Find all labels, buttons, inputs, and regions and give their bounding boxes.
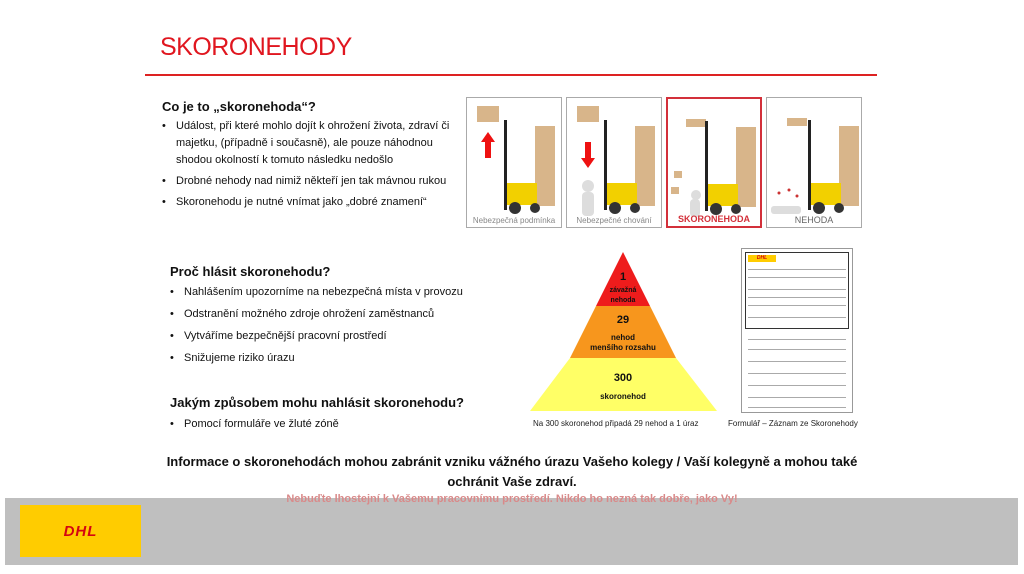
summary-text bbox=[0, 452, 1024, 492]
form-caption: Formulář – Záznam ze Skoronehody bbox=[728, 419, 858, 428]
section-why-report bbox=[170, 264, 490, 367]
picture-dangerous-condition bbox=[466, 97, 562, 228]
picture-accident bbox=[766, 97, 862, 228]
list-item: • Skoronehodu je nutné vnímat jako „dobré znamení“ bbox=[162, 194, 462, 211]
level-2-label: menšího rozsahu bbox=[590, 343, 656, 352]
picture-label: Nebezpečné chování bbox=[576, 216, 652, 225]
list-item: • Snižujeme riziko úrazu bbox=[170, 350, 490, 367]
dhl-logo-text: DHL bbox=[63, 522, 98, 540]
section-heading: Jakým způsobem mohu nahlásit skoronehodu? bbox=[170, 395, 464, 410]
title-divider bbox=[145, 74, 877, 76]
pyramid-caption: Na 300 skoronehod připadá 29 nehod a 1 úraz bbox=[533, 419, 699, 428]
section-what-is bbox=[162, 99, 462, 211]
list-item: • Událost, při které mohlo dojít k ohrožení života, zdraví či majetku, (případně i současně), ale pouze náhodnou shodou okolností k tomuto následku nedošlo bbox=[162, 118, 462, 169]
forklift-icon bbox=[767, 98, 863, 229]
picture-label: NEHODA bbox=[794, 215, 834, 225]
forklift-illustrations bbox=[466, 97, 862, 228]
level-2-value: 29 bbox=[616, 314, 630, 326]
level-1-value: 1 bbox=[619, 271, 627, 283]
forklift-icon bbox=[668, 99, 764, 230]
picture-dangerous-behavior bbox=[566, 97, 662, 228]
level-2-label: nehod bbox=[611, 333, 635, 342]
list-item: • Pomocí formuláře ve žluté zóně bbox=[170, 416, 490, 433]
summary-line: ochránit Vaše zdraví. bbox=[447, 474, 577, 489]
level-3-label: skoronehod bbox=[600, 392, 646, 401]
section-how-report bbox=[170, 395, 490, 433]
list-item: • Odstranění možného zdroje ohrožení zaměstnanců bbox=[170, 306, 490, 323]
summary-line: Informace o skoronehodách mohou zabránit vzniku vážného úrazu Vašeho kolegy / Vaší kolegyně a mohou také bbox=[166, 454, 858, 469]
picture-label: SKORONEHODA bbox=[677, 214, 750, 224]
accident-pyramid bbox=[528, 250, 720, 415]
footer-band bbox=[5, 498, 1018, 565]
picture-near-miss bbox=[666, 97, 762, 228]
section-heading: Proč hlásit skoronehodu? bbox=[170, 264, 331, 279]
list-item: • Nahlášením upozorníme na nebezpečná místa v provozu bbox=[170, 284, 490, 301]
forklift-icon bbox=[467, 98, 563, 229]
warning-text: Nebuďte lhostejní k Vašemu pracovnímu prostředí. Nikdo ho nezná tak dobře, jako Vy! bbox=[286, 493, 738, 505]
dhl-logo bbox=[20, 505, 141, 557]
picture-label: Nebezpečná podmínka bbox=[472, 216, 556, 225]
page-title: SKORONEHODY bbox=[160, 33, 352, 61]
list-item: • Vytváříme bezpečnější pracovní prostředí bbox=[170, 328, 490, 345]
report-form-thumbnail bbox=[741, 248, 853, 413]
form-logo: DHL bbox=[748, 255, 776, 262]
forklift-icon bbox=[567, 98, 663, 229]
list-item: • Drobné nehody nad nimiž někteří jen tak mávnou rukou bbox=[162, 173, 462, 190]
level-1-label: nehoda bbox=[610, 297, 636, 304]
level-1-label: závažná bbox=[609, 287, 637, 294]
section-heading: Co je to „skoronehoda“? bbox=[162, 99, 316, 114]
pyramid-level-3 bbox=[530, 358, 717, 411]
level-3-value: 300 bbox=[613, 372, 633, 384]
